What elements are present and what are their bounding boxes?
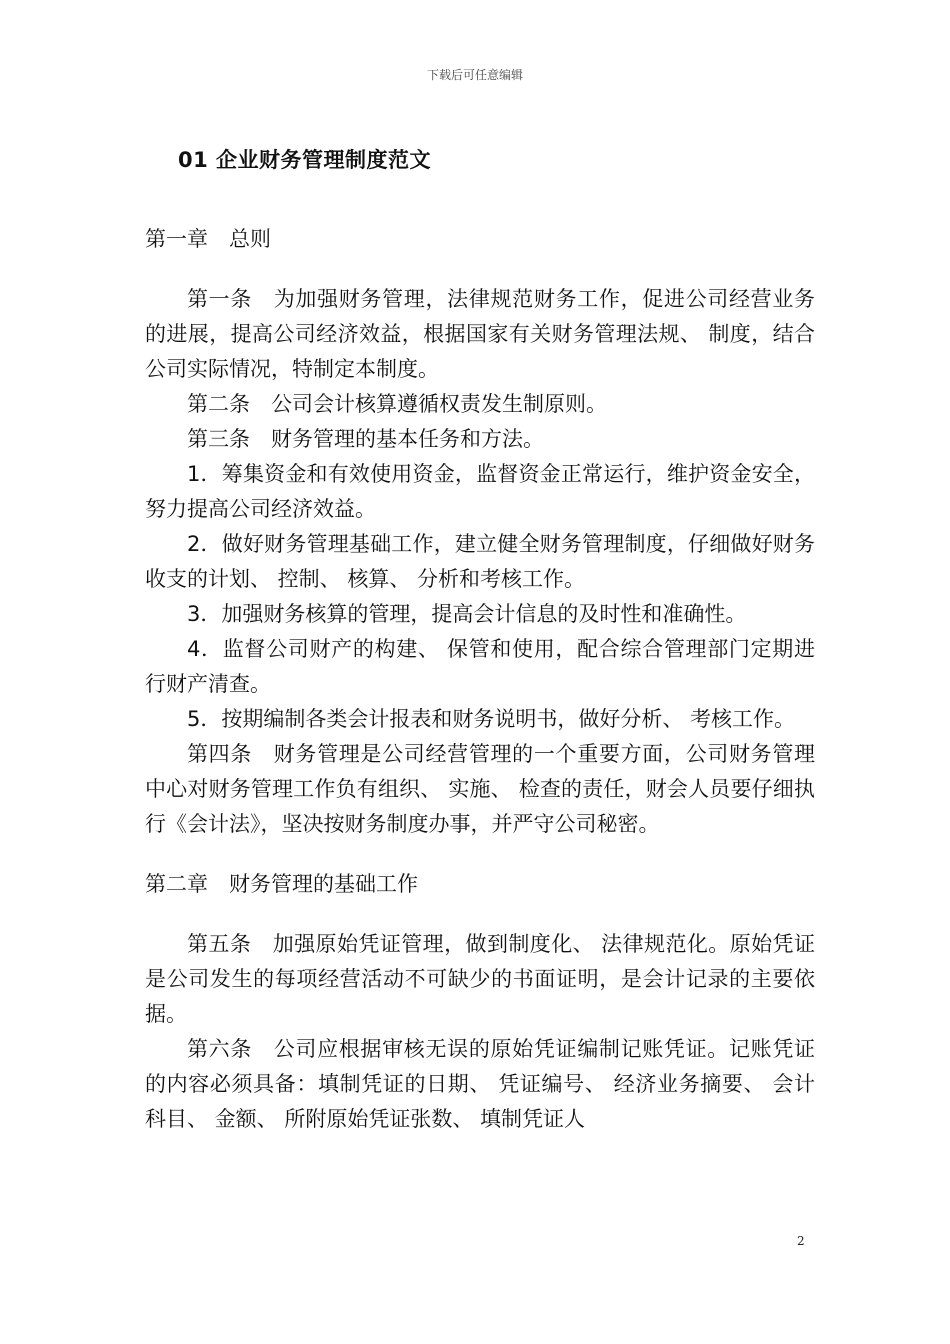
chapter-heading: 第一章 总则 bbox=[145, 227, 271, 251]
list-item: 1．筹集资金和有效使用资金，监督资金正常运行，维护资金安全，努力提高公司经济效益。 bbox=[145, 462, 815, 521]
article-5: 第五条 加强原始凭证管理，做到制度化、 法律规范化。原始凭证是公司发生的每项经营活动不可缺少的书面证明，是会计记录的主要依据。 bbox=[145, 932, 815, 1026]
article-6: 第六条 公司应根据审核无误的原始凭证编制记账凭证。记账凭证的内容必须具备：填制凭证的日期、 凭证编号、 经济业务摘要、 会计科目、 金额、 所附原始凭证张数、 填制凭证人 bbox=[145, 1037, 815, 1131]
header-note: 下载后可任意编辑 bbox=[426, 68, 523, 82]
chapter-heading: 第二章 财务管理的基础工作 bbox=[145, 872, 418, 896]
document-title: 01 企业财务管理制度范文 bbox=[178, 148, 432, 172]
article-4: 第四条 财务管理是公司经营管理的一个重要方面，公司财务管理中心对财务管理工作负有组织、 实施、 检查的责任，财会人员要仔细执行《会计法》，坚决按财务制度办事，并严守公司秘密。 bbox=[145, 742, 815, 836]
list-item: 3．加强财务核算的管理，提高会计信息的及时性和准确性。 bbox=[187, 602, 747, 626]
article-3: 第三条 财务管理的基本任务和方法。 bbox=[187, 427, 544, 451]
article-2: 第二条 公司会计核算遵循权责发生制原则。 bbox=[187, 392, 607, 416]
list-item: 5．按期编制各类会计报表和财务说明书，做好分析、 考核工作。 bbox=[187, 707, 796, 731]
list-item: 4．监督公司财产的构建、 保管和使用，配合综合管理部门定期进行财产清查。 bbox=[145, 637, 815, 696]
list-item: 2．做好财务管理基础工作，建立健全财务管理制度，仔细做好财务收支的计划、 控制、 核算、 分析和考核工作。 bbox=[145, 532, 815, 591]
page-number: 2 bbox=[797, 1234, 805, 1248]
article-1: 第一条 为加强财务管理，法律规范财务工作，促进公司经营业务的进展，提高公司经济效益，根据国家有关财务管理法规、 制度，结合公司实际情况，特制定本制度。 bbox=[145, 287, 815, 381]
document-body bbox=[145, 222, 815, 1137]
